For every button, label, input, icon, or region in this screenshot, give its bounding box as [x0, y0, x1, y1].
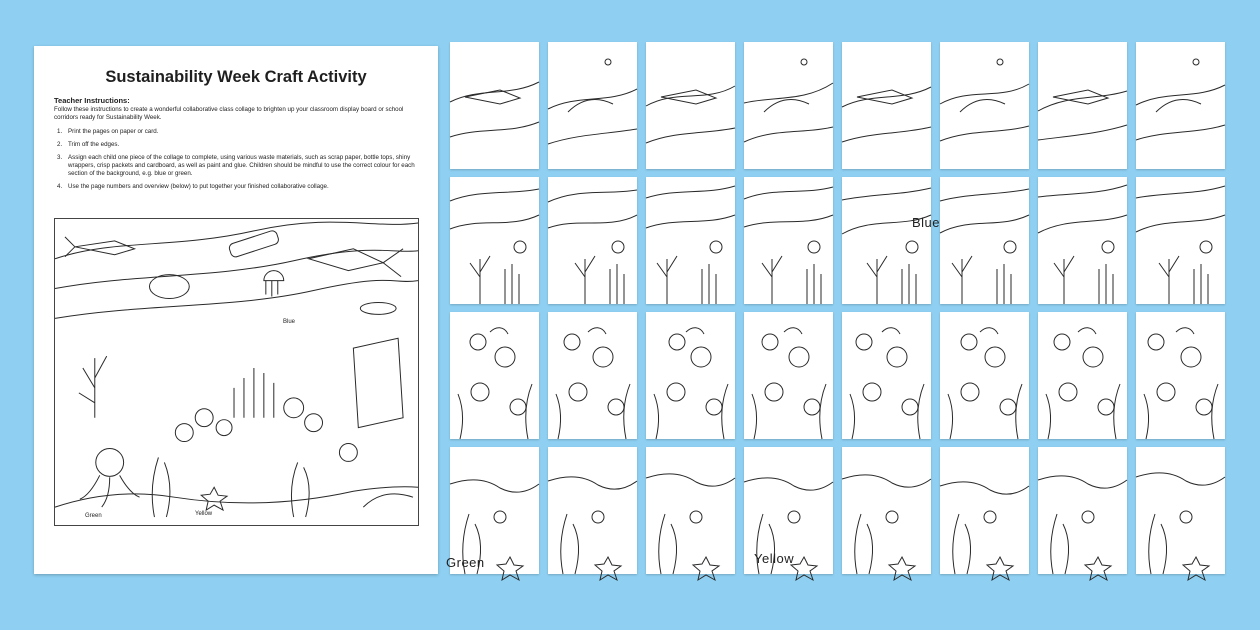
tile-line-art [646, 42, 735, 169]
tile-label-yellow: Yellow [754, 551, 795, 566]
tile-line-art [548, 42, 637, 169]
tile-line-art [940, 447, 1029, 574]
step-item [54, 154, 418, 178]
collage-tile [1038, 177, 1127, 304]
tile-line-art [842, 447, 931, 574]
tile-line-art [646, 177, 735, 304]
tile-line-art [1136, 312, 1225, 439]
collage-tile [842, 177, 941, 304]
collage-tile [646, 177, 735, 304]
tile-line-art [548, 312, 637, 439]
instructions-intro: Follow these instructions to create a wonderful collaborative class collage to brighten up your classroom display board or school corridors ready for Sustainability Week. [54, 106, 404, 121]
step-item [54, 183, 418, 191]
overview-label-blue: Blue [283, 319, 296, 325]
instructions-heading: Teacher Instructions: [54, 96, 130, 105]
collage-tile [940, 312, 1029, 439]
collage-tile [744, 42, 833, 169]
collage-tile [842, 42, 931, 169]
step-number: 3. [57, 154, 63, 161]
tile-line-art [1136, 42, 1225, 169]
collage-tile [548, 447, 637, 574]
collage-tile [1038, 447, 1127, 574]
overview-label-green: Green [85, 513, 102, 519]
collage-tile [548, 177, 637, 304]
collage-tile [1136, 447, 1225, 574]
tile-line-art [744, 312, 833, 439]
collage-tile [744, 177, 833, 304]
tile-line-art [842, 177, 931, 304]
overview-label-yellow: Yellow [195, 511, 213, 517]
tile-label-green: Green [446, 555, 485, 570]
collage-tile [940, 177, 1029, 304]
step-item [54, 141, 418, 149]
collage-overview-image [54, 218, 419, 526]
step-item [54, 128, 418, 136]
tile-line-art [744, 42, 833, 169]
collage-tile [744, 447, 833, 574]
collage-tile [446, 447, 539, 574]
collage-tile [646, 447, 735, 574]
collage-tile [548, 312, 637, 439]
tile-line-art [450, 312, 539, 439]
collage-tile [940, 447, 1029, 574]
collage-tile [1136, 42, 1225, 169]
tile-label-blue: Blue [912, 215, 941, 230]
tile-line-art [1038, 312, 1127, 439]
collage-tile [1038, 312, 1127, 439]
tile-line-art [646, 447, 735, 574]
collage-tile [548, 42, 637, 169]
tile-line-art [842, 312, 931, 439]
collage-tile [842, 447, 931, 574]
collage-tile [1136, 312, 1225, 439]
step-text: Assign each child one piece of the collage to complete, using various waste materials, such as scrap paper, bottle tops, shiny wrappers, crisp packets and cardboard, as well as paint and glue. Children should be mindful to use the correct colour for each section of the background, e.g. blue or green. [68, 154, 415, 177]
tile-line-art [646, 312, 735, 439]
step-number: 4. [57, 183, 63, 190]
sheet-title: Sustainability Week Craft Activity [105, 68, 367, 86]
collage-tile [842, 312, 931, 439]
step-text: Print the pages on paper or card. [68, 128, 159, 135]
step-number: 1. [57, 128, 63, 135]
collage-tile [646, 42, 735, 169]
step-number: 2. [57, 141, 63, 148]
tile-line-art [1136, 447, 1225, 574]
collage-tile [1136, 177, 1225, 304]
collage-tile [450, 312, 539, 439]
tile-line-art [940, 177, 1029, 304]
tile-line-art [940, 42, 1029, 169]
step-text: Use the page numbers and overview (below) to put together your finished collaborative collage. [68, 183, 329, 190]
tile-line-art [744, 177, 833, 304]
collage-tile [646, 312, 735, 439]
tile-line-art [842, 42, 931, 169]
collage-tile [940, 42, 1029, 169]
tile-line-art [1136, 177, 1225, 304]
tile-line-art [1038, 177, 1127, 304]
instruction-sheet [34, 46, 438, 574]
collage-tile [450, 177, 539, 304]
tile-line-art [450, 42, 539, 169]
collage-tile [744, 312, 833, 439]
tile-line-art [940, 312, 1029, 439]
steps-list [54, 128, 418, 191]
collage-tile [1038, 42, 1127, 169]
tile-line-art [1038, 447, 1127, 574]
tile-line-art [548, 447, 637, 574]
step-text: Trim off the edges. [68, 141, 120, 148]
tile-line-art [1038, 42, 1127, 169]
collage-tile [450, 42, 539, 169]
tile-line-art [548, 177, 637, 304]
tile-line-art [450, 177, 539, 304]
